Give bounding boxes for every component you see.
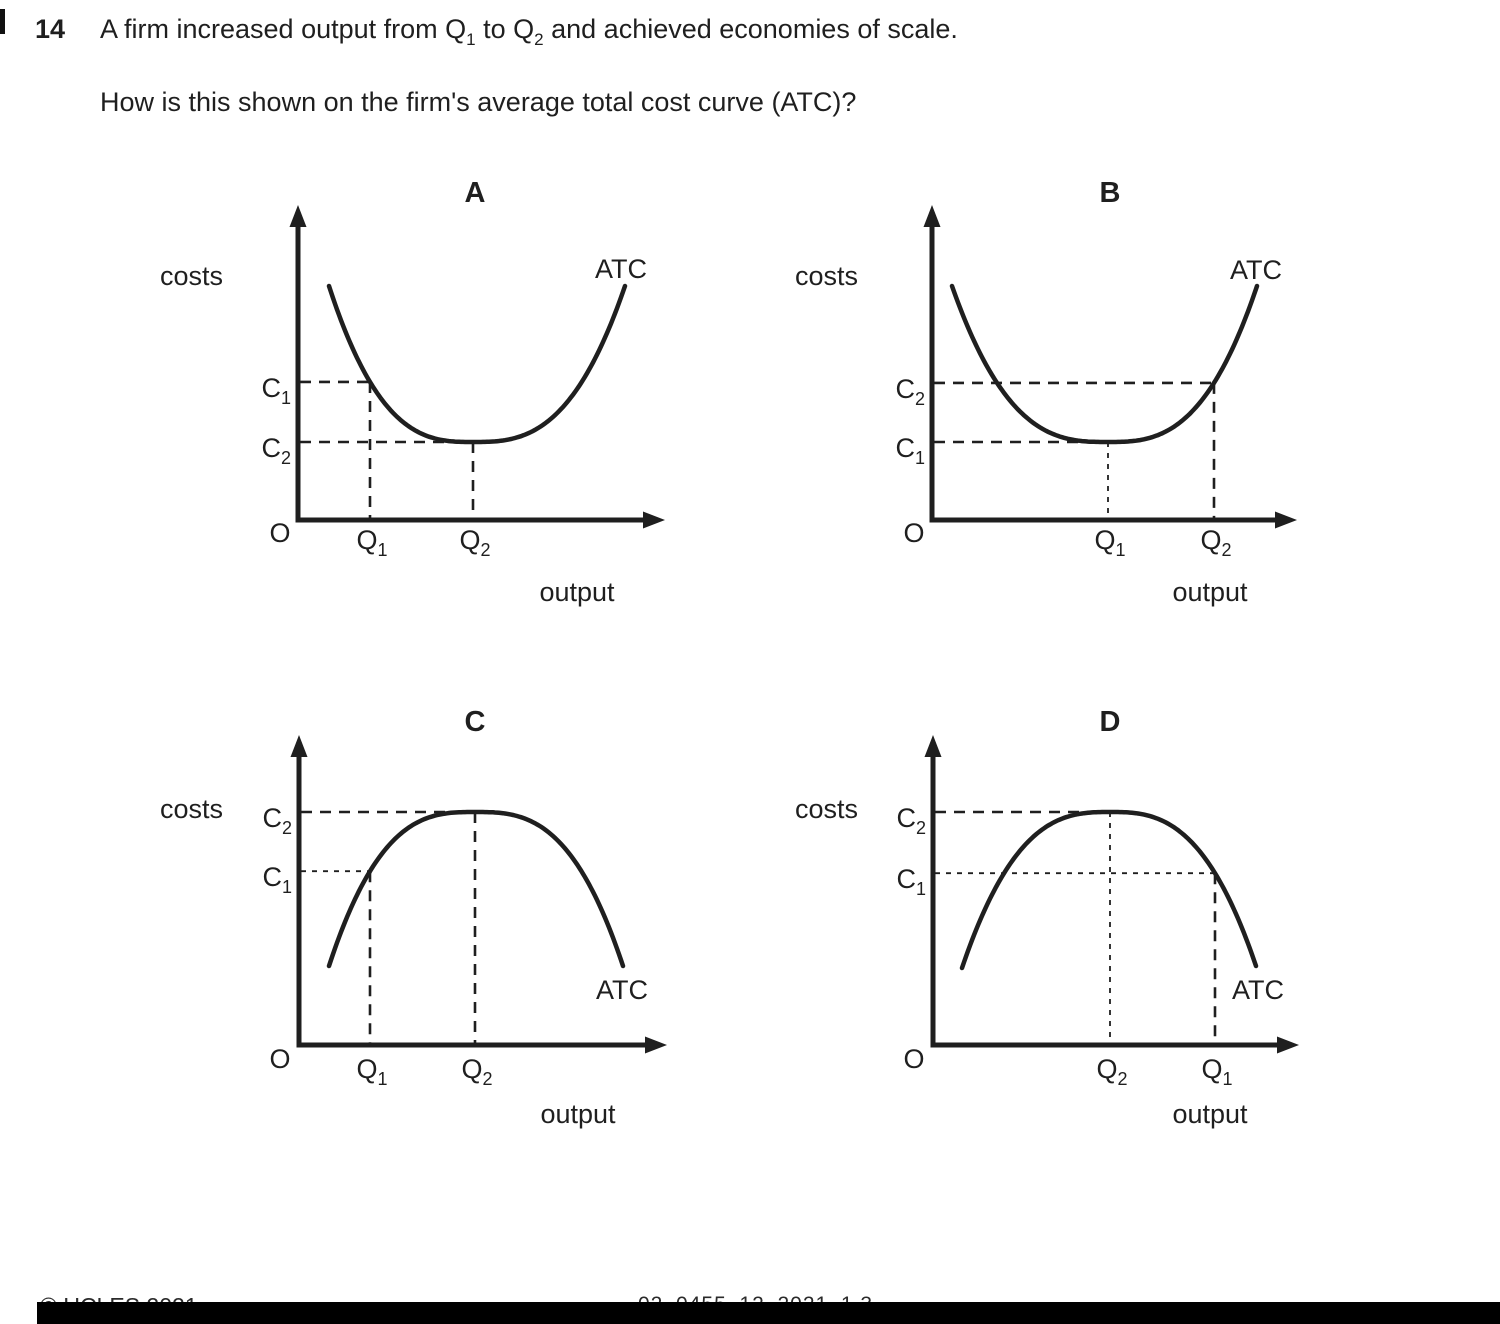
y-axis-arrowhead [925, 735, 942, 757]
origin-label: O [903, 1044, 925, 1074]
quantity-label-Q2: $Q_2$ [1200, 525, 1232, 560]
quantity-label-Q1: $Q_1$ [356, 1054, 388, 1089]
output-axis-label: output [1172, 577, 1248, 607]
x-axis-arrowhead [643, 512, 665, 529]
question-text-line2: How is this shown on the firm's average total cost curve (ATC)? [100, 87, 857, 117]
cost-label-C1: $C_1$ [262, 862, 292, 898]
origin-label: O [903, 518, 925, 548]
atc-curve-label: ATC [596, 975, 648, 1005]
x-axis-arrowhead [1275, 512, 1297, 529]
question-line1-post: and achieved economies of scale. [543, 14, 958, 44]
origin-label: O [269, 1044, 291, 1074]
option-letter-label: D [1099, 706, 1121, 738]
quantity-label-Q1: $Q_1$ [1201, 1054, 1233, 1089]
footer-redaction-bar [37, 1302, 1500, 1324]
atc-curve [329, 286, 625, 442]
y-axis-arrowhead [291, 735, 308, 757]
diagram-B [795, 177, 1297, 607]
atc-curve-label: ATC [595, 254, 647, 284]
diagram-A [160, 177, 665, 607]
quantity-label-Q1: $Q_1$ [356, 525, 388, 560]
x-axis-arrowhead [645, 1037, 667, 1054]
cost-label-C1: $C_1$ [261, 372, 291, 408]
output-axis-label: output [539, 577, 615, 607]
costs-axis-label: costs [795, 794, 859, 824]
footer-copyright-fragment [40, 1289, 340, 1302]
cost-label-C2: $C_2$ [896, 803, 926, 838]
quantity-label-Q1: $Q_1$ [1094, 525, 1126, 560]
q2-subscript: 2 [534, 30, 544, 49]
output-axis-label: output [1172, 1099, 1248, 1129]
cost-label-C1: $C_1$ [896, 864, 926, 900]
atc-curve-label: ATC [1232, 975, 1284, 1005]
costs-axis-label: costs [160, 261, 224, 291]
atc-curve [962, 812, 1256, 968]
y-axis-arrowhead [290, 205, 307, 227]
output-axis-label: output [540, 1099, 616, 1129]
atc-curve [952, 286, 1257, 442]
option-letter-label: C [464, 706, 486, 738]
costs-axis-label: costs [160, 794, 224, 824]
origin-label: O [269, 518, 291, 548]
atc-curve-label: ATC [1230, 255, 1282, 285]
cost-label-C1: $C_1$ [895, 433, 925, 468]
question-number: 14 [35, 14, 66, 44]
quantity-label-Q2: $Q_2$ [461, 1054, 493, 1089]
quantity-label-Q2: $Q_2$ [459, 525, 491, 560]
diagram-D [795, 706, 1299, 1129]
q1-subscript: 1 [466, 30, 476, 49]
option-letter-label: B [1099, 177, 1121, 209]
question-line1-mid: to Q [475, 14, 535, 44]
cost-label-C2: $C_2$ [895, 373, 925, 409]
diagram-C [160, 706, 667, 1129]
quantity-label-Q2: $Q_2$ [1096, 1054, 1128, 1089]
footer-paper-code-fragment [638, 1289, 968, 1302]
option-letter-label: A [464, 177, 486, 209]
cost-label-C2: $C_2$ [262, 803, 292, 838]
costs-axis-label: costs [795, 261, 859, 291]
x-axis-arrowhead [1277, 1037, 1299, 1054]
y-axis-arrowhead [924, 205, 941, 227]
cost-label-C2: $C_2$ [261, 433, 291, 468]
question-line1-pre: A firm increased output from Q [100, 14, 467, 44]
